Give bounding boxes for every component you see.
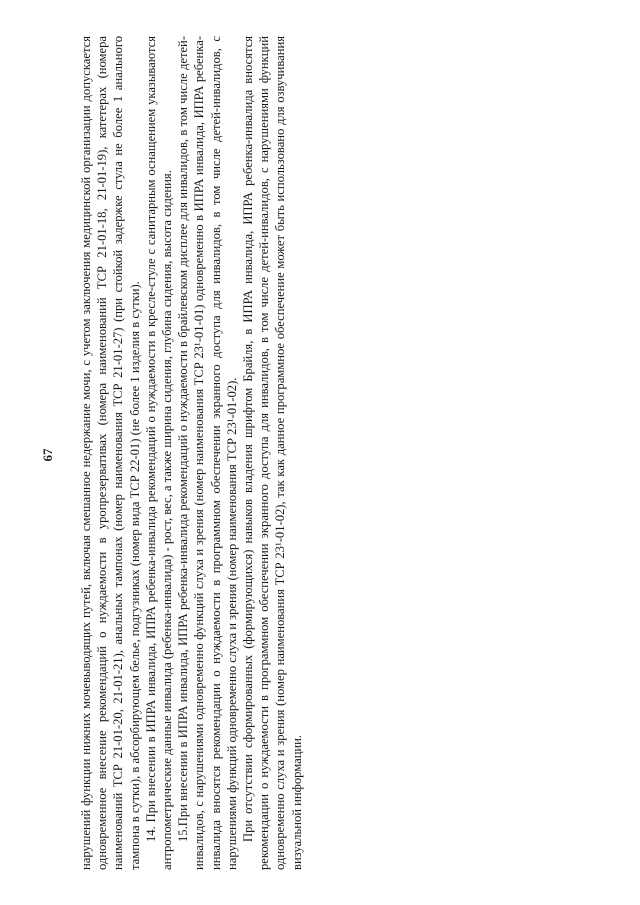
paragraph-15: 15.При внесении в ИПРА инвалида, ИПРА ребенка-инвалида рекомендаций о нуждаемости в брайлевском дисплее для инвалидов, в том числе детей-инвалидов, с нарушениями одновременно функций слуха и зрения (номер наименования ТСР 23¹-01-01) одновременно в ИПРА инвалида, ИПРА ребенка-инвалида вносятся рекомендации о нуждаемости в программном обеспечении экранного доступа для инвалидов, в том числе детей-инвалидов, с нарушениями функций одновременно слуха и зрения (номер наименования ТСР 23¹-01-02). [176, 36, 239, 870]
paragraph-continuation: нарушений функции нижних мочевыводящих путей, включая смешанное недержание мочи, с учетом заключения медицинской организации допускается одновременное внесение рекомендаций о нуждаемости в уропрезервативах (номера наименований ТСР 21-01-18, 21-01-19), катетерах (номера наименований ТСР 21-01-20, 21-01-21), анальных тампонах (номер наименования ТСР 21-01-27) (при стойкой задержке стула не более 1 анального тампона в сутки), в абсорбирующем белье, подгузниках (номер вида ТСР 22-01) (не более 1 изделия в сутки). [79, 36, 142, 870]
body-text [78, 30, 305, 880]
rotated-content [40, 30, 600, 880]
paragraph-14: 14. При внесении в ИПРА инвалида, ИПРА ребенка-инвалида рекомендаций о нуждаемости в кресле-стуле с санитарным оснащением указываются антропометрические данные инвалида (ребенка-инвалида) - рост, вес, а также ширина сидения, глубина сидения, высота сидения. [143, 36, 175, 870]
paragraph-braille: При отсутствии сформированных (формирующихся) навыков владения шрифтом Брайля, в ИПРА инвалида, ИПРА ребенка-инвалида вносятся рекомендации о нуждаемости в программном обеспечении экранного доступа для инвалидов, в том числе детей-инвалидов, с нарушениями функций одновременно слуха и зрения (номер наименования ТСР 23¹-01-02), так как данное программное обеспечение может быть использовано для озвучивания визуальной информации. [241, 36, 304, 870]
page-number: 67 [40, 448, 55, 462]
